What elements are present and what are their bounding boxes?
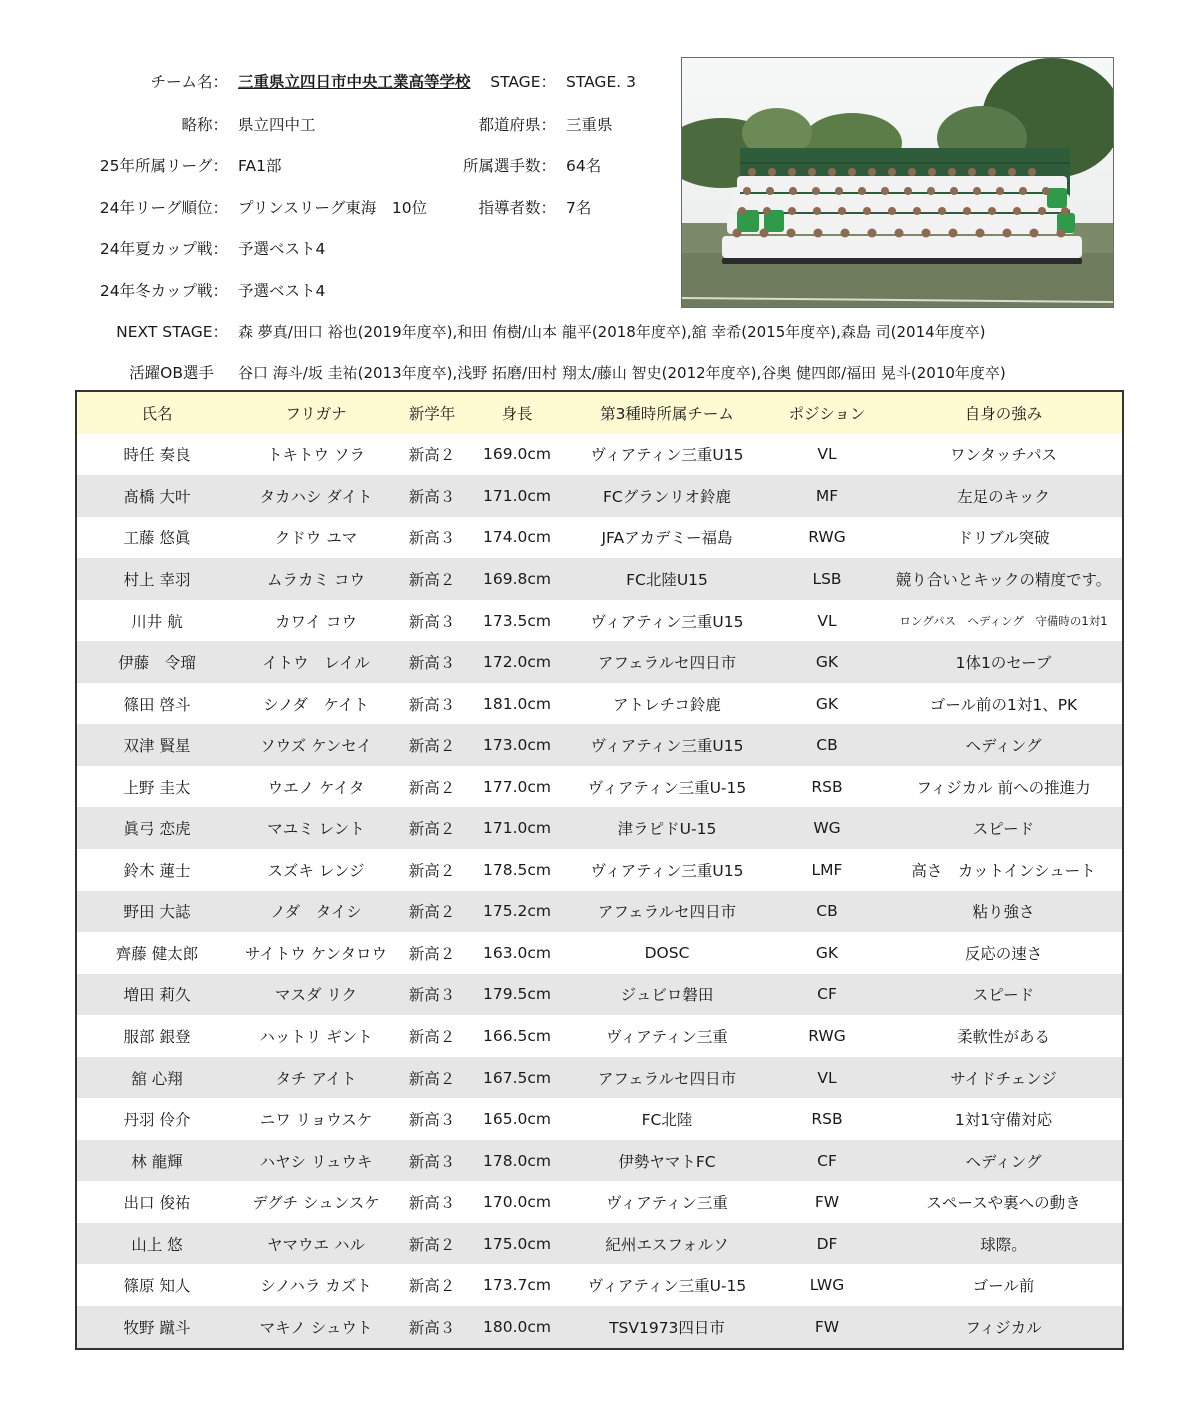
cell-furigana: サイトウ ケンタロウ: [245, 944, 387, 963]
cell-name: 村上 幸羽: [123, 570, 191, 589]
cell-name: 鈴木 蓮士: [123, 861, 191, 880]
cell-strength: 競り合いとキックの精度です。: [895, 570, 1112, 589]
cell-prev-team: 津ラピドU-15: [617, 820, 717, 839]
rank-value: プリンスリーグ東海 10位: [238, 199, 428, 217]
cell-grade: 新高３: [408, 487, 456, 506]
summer-cup-value: 予選ベスト4: [238, 240, 326, 258]
cell-position: CF: [817, 985, 837, 1004]
cell-strength: 高さ カットインシュート: [911, 861, 1096, 880]
cell-prev-team: ヴィアティン三重: [606, 1194, 728, 1213]
cell-prev-team: FC北陸: [641, 1111, 693, 1130]
cell-height: 174.0cm: [483, 528, 551, 547]
cell-position: DF: [816, 1234, 838, 1253]
cell-strength: ヘディング: [965, 737, 1042, 756]
cell-position: VL: [817, 1068, 837, 1087]
cell-name: 川井 航: [131, 612, 183, 631]
cell-prev-team: ヴィアティン三重U15: [590, 737, 744, 756]
cell-height: 173.0cm: [483, 736, 551, 755]
cell-name: 齊藤 健太郎: [115, 944, 199, 963]
players-label: 所属選手数：: [462, 157, 556, 175]
cell-strength: ドリブル突破: [957, 529, 1050, 548]
table-row: [77, 558, 1122, 600]
cell-strength: 粘り強さ: [972, 903, 1035, 922]
info-next-row: [0, 320, 228, 344]
cell-grade: 新高３: [408, 612, 456, 631]
cell-position: GK: [815, 943, 839, 962]
cell-furigana: ニワ リョウスケ: [259, 1111, 373, 1130]
cell-strength: 柔軟性がある: [956, 1027, 1050, 1046]
roster-body: [77, 434, 1122, 1348]
cell-strength: フィジカル: [965, 1318, 1042, 1337]
cell-strength: ゴール前の1対1、PK: [929, 695, 1078, 714]
cell-name: 双津 賢星: [123, 737, 191, 756]
cell-position: VL: [817, 611, 837, 630]
cell-prev-team: ヴィアティン三重U-15: [587, 1277, 747, 1296]
next-stage-label: NEXT STAGE：: [116, 323, 228, 341]
cell-prev-team: アフェラルセ四日市: [597, 654, 737, 673]
cell-position: LSB: [812, 569, 842, 588]
cell-grade: 新高３: [408, 1111, 456, 1130]
column-header-position: ポジション: [788, 404, 866, 423]
cell-furigana: ハットリ ギント: [259, 1027, 373, 1046]
column-header-height: 身長: [501, 404, 533, 423]
cell-grade: 新高２: [408, 903, 456, 922]
table-row: [77, 1306, 1122, 1348]
cell-strength: 左足のキック: [957, 487, 1050, 506]
cell-position: CF: [817, 1151, 837, 1170]
cell-strength: 1対1守備対応: [954, 1111, 1053, 1130]
cell-position: LMF: [811, 860, 843, 879]
cell-height: 167.5cm: [483, 1068, 551, 1087]
info-coaches-row: [0, 196, 556, 220]
table-row: [77, 849, 1122, 891]
cell-furigana: ムラカミ コウ: [267, 570, 365, 589]
cell-position: RSB: [811, 1110, 843, 1129]
info-pref-row: [0, 113, 556, 137]
cell-grade: 新高３: [408, 1152, 456, 1171]
cell-height: 163.0cm: [483, 943, 551, 962]
cell-prev-team: ヴィアティン三重: [606, 1027, 728, 1046]
cell-strength: スピード: [972, 986, 1035, 1005]
cell-prev-team: ヴィアティン三重U-15: [587, 778, 747, 797]
cell-furigana: クドウ ユマ: [274, 529, 358, 548]
league-value: FA1部: [238, 157, 282, 175]
cell-strength: スペースや裏への動き: [926, 1194, 1081, 1213]
cell-position: FW: [814, 1317, 840, 1336]
cell-position: GK: [815, 694, 839, 713]
cell-strength: スピード: [972, 820, 1035, 839]
cell-furigana: ハヤシ リュウキ: [259, 1152, 373, 1171]
table-row: [77, 807, 1122, 849]
cell-name: 時任 奏良: [123, 446, 191, 465]
cell-prev-team: 紀州エスフォルソ: [605, 1235, 729, 1254]
cell-height: 166.5cm: [483, 1026, 551, 1045]
coaches-label: 指導者数：: [478, 199, 556, 217]
table-row: [77, 724, 1122, 766]
cell-strength: ヘディング: [965, 1152, 1042, 1171]
players-value: 64名: [566, 157, 602, 175]
table-row: [77, 891, 1122, 933]
info-winter-row: [0, 279, 228, 303]
table-row: [77, 1098, 1122, 1140]
team-name-value: 三重県立四日市中央工業高等学校: [238, 73, 471, 91]
table-row: [77, 475, 1122, 517]
cell-grade: 新高３: [408, 986, 456, 1005]
cell-furigana: デグチ シュンスケ: [252, 1194, 380, 1213]
cell-prev-team: JFAアカデミー福島: [601, 529, 733, 548]
cell-name: 服部 銀登: [123, 1027, 191, 1046]
winter-cup-value: 予選ベスト4: [238, 282, 326, 300]
cell-position: WG: [813, 819, 841, 838]
cell-height: 175.2cm: [483, 902, 551, 921]
cell-grade: 新高３: [408, 695, 456, 714]
cell-position: LWG: [809, 1276, 845, 1295]
cell-furigana: スズキ レンジ: [267, 861, 365, 880]
next-stage-value: 森 夢真/田口 裕也(2019年度卒),和田 侑樹/山本 龍平(2018年度卒),舘 幸希(2015年度卒),森島 司(2014年度卒): [238, 323, 986, 341]
cell-strength: ロングパス ヘディング 守備時の1対1: [899, 613, 1108, 628]
table-row: [77, 1181, 1122, 1223]
cell-grade: 新高２: [408, 737, 456, 756]
cell-position: VL: [817, 445, 837, 464]
cell-strength: ゴール前: [972, 1277, 1035, 1296]
table-row: [77, 641, 1122, 683]
cell-grade: 新高２: [408, 861, 456, 880]
cell-height: 181.0cm: [483, 694, 551, 713]
table-row: [77, 1015, 1122, 1057]
cell-furigana: タチ アイト: [275, 1069, 357, 1088]
cell-prev-team: 伊勢ヤマトFC: [618, 1152, 716, 1171]
cell-prev-team: ヴィアティン三重U15: [590, 612, 744, 631]
cell-furigana: マユミ レント: [267, 820, 365, 839]
cell-furigana: シノダ ケイト: [263, 695, 369, 714]
cell-position: RWG: [808, 1026, 846, 1045]
cell-grade: 新高３: [408, 529, 456, 548]
stage-value: STAGE. 3: [566, 73, 636, 91]
pref-label: 都道府県：: [478, 116, 556, 134]
cell-prev-team: ヴィアティン三重U15: [590, 446, 744, 465]
cell-height: 175.0cm: [483, 1234, 551, 1253]
cell-name: 野田 大誌: [123, 903, 191, 922]
cell-grade: 新高２: [408, 1027, 456, 1046]
cell-position: GK: [815, 653, 839, 672]
cell-furigana: ノダ タイシ: [270, 903, 362, 922]
cell-prev-team: TSV1973四日市: [609, 1318, 725, 1337]
cell-prev-team: FC北陸U15: [626, 570, 708, 589]
cell-prev-team: アフェラルセ四日市: [597, 1069, 737, 1088]
abbr-label: 略称：: [181, 116, 228, 134]
info-ob-row: [0, 361, 214, 385]
ob-players-label: 活躍OB選手: [129, 364, 214, 382]
cell-name: 出口 俊祐: [123, 1194, 191, 1213]
cell-grade: 新高３: [408, 1194, 456, 1213]
cell-height: 173.7cm: [483, 1276, 551, 1295]
cell-prev-team: ジュビロ磐田: [620, 986, 714, 1005]
column-header-furigana: フリガナ: [285, 404, 347, 423]
cell-furigana: イトウ レイル: [262, 654, 370, 673]
table-row: [77, 1223, 1122, 1265]
roster-table: [75, 390, 1124, 1350]
cell-height: 170.0cm: [483, 1193, 551, 1212]
cell-height: 172.0cm: [483, 653, 551, 672]
roster-header-row: [77, 392, 1122, 434]
table-row: [77, 1057, 1122, 1099]
cell-strength: フィジカル 前への推進力: [916, 778, 1091, 797]
cell-position: MF: [815, 486, 839, 505]
summer-cup-label: 24年夏カップ戦：: [99, 240, 228, 258]
cell-prev-team: ヴィアティン三重U15: [590, 861, 744, 880]
cell-name: 伊藤 令瑠: [118, 654, 196, 673]
table-row: [77, 1140, 1122, 1182]
cell-name: 牧野 蹴斗: [123, 1318, 191, 1337]
cell-furigana: カワイ コウ: [275, 612, 357, 631]
cell-height: 173.5cm: [483, 611, 551, 630]
cell-furigana: ウエノ ケイタ: [267, 778, 365, 797]
cell-name: 増田 莉久: [123, 986, 191, 1005]
cell-height: 171.0cm: [483, 486, 551, 505]
column-header-strength: 自身の強み: [964, 404, 1043, 423]
cell-position: FW: [814, 1193, 840, 1212]
league-label: 25年所属リーグ：: [99, 157, 228, 175]
column-header-name: 氏名: [141, 404, 173, 423]
ob-players-value: 谷口 海斗/坂 圭祐(2013年度卒),浅野 拓磨/田村 翔太/藤山 智史(2012年度卒),谷奥 健四郎/福田 晃斗(2010年度卒): [238, 364, 1006, 382]
table-row: [77, 683, 1122, 725]
cell-furigana: トキトウ ソラ: [267, 446, 365, 465]
cell-height: 177.0cm: [483, 777, 551, 796]
cell-grade: 新高２: [408, 446, 456, 465]
cell-name: 篠原 知人: [123, 1277, 191, 1296]
cell-name: 髙橋 大叶: [123, 487, 191, 506]
cell-prev-team: FCグランリオ鈴鹿: [602, 487, 732, 506]
pref-value: 三重県: [566, 116, 613, 134]
cell-furigana: タカハシ ダイト: [259, 487, 373, 506]
team-photo: [681, 57, 1114, 308]
table-row: [77, 517, 1122, 559]
cell-grade: 新高２: [408, 570, 456, 589]
cell-strength: サイドチェンジ: [950, 1069, 1057, 1088]
info-summer-row: [0, 237, 228, 261]
cell-name: 眞弓 恋虎: [123, 820, 191, 839]
info-stage-row: [0, 70, 556, 94]
cell-name: 丹羽 伶介: [123, 1111, 191, 1130]
cell-grade: 新高２: [408, 1069, 456, 1088]
team-name-label: チーム名：: [150, 73, 228, 91]
cell-name: 上野 圭太: [123, 778, 191, 797]
cell-position: CB: [816, 902, 838, 921]
cell-height: 165.0cm: [483, 1110, 551, 1129]
cell-grade: 新高２: [408, 944, 456, 963]
cell-prev-team: アフェラルセ四日市: [597, 903, 737, 922]
cell-name: 山上 悠: [131, 1235, 183, 1254]
abbr-value: 県立四中工: [238, 116, 316, 134]
stage-label: STAGE：: [490, 73, 556, 91]
info-players-row: [0, 154, 556, 178]
cell-height: 180.0cm: [483, 1317, 551, 1336]
cell-position: CB: [816, 736, 838, 755]
cell-name: 舘 心翔: [131, 1069, 183, 1088]
table-row: [77, 974, 1122, 1016]
cell-height: 179.5cm: [483, 985, 551, 1004]
cell-height: 178.0cm: [483, 1151, 551, 1170]
cell-name: 工藤 悠眞: [123, 529, 191, 548]
winter-cup-label: 24年冬カップ戦：: [99, 282, 228, 300]
cell-position: RWG: [808, 528, 846, 547]
table-row: [77, 600, 1122, 642]
cell-prev-team: DOSC: [644, 943, 690, 962]
cell-strength: 1体1のセーブ: [955, 654, 1052, 673]
column-header-prev-team: 第3種時所属チーム: [600, 404, 734, 423]
cell-grade: 新高２: [408, 1277, 456, 1296]
cell-furigana: マスダ リク: [274, 986, 358, 1005]
cell-strength: ワンタッチパス: [950, 446, 1057, 465]
table-row: [77, 1264, 1122, 1306]
team-photo-illustration: [682, 58, 1113, 307]
cell-grade: 新高２: [408, 778, 456, 797]
cell-grade: 新高２: [408, 820, 456, 839]
cell-height: 171.0cm: [483, 819, 551, 838]
cell-strength: 球際。: [980, 1235, 1027, 1254]
cell-height: 169.0cm: [483, 445, 551, 464]
cell-furigana: ソウズ ケンセイ: [260, 737, 372, 756]
cell-grade: 新高３: [408, 654, 456, 673]
cell-furigana: ヤマウエ ハル: [267, 1235, 365, 1254]
coaches-value: 7名: [566, 199, 592, 217]
cell-name: 林 龍輝: [131, 1152, 183, 1171]
cell-height: 169.8cm: [483, 569, 551, 588]
cell-grade: 新高２: [408, 1235, 456, 1254]
rank-label: 24年リーグ順位：: [99, 199, 228, 217]
cell-furigana: マキノ シュウト: [259, 1318, 373, 1337]
table-row: [77, 932, 1122, 974]
cell-prev-team: アトレチコ鈴鹿: [613, 695, 721, 714]
column-header-grade: 新学年: [408, 404, 456, 423]
cell-position: RSB: [811, 777, 843, 796]
cell-strength: 反応の速さ: [964, 944, 1043, 963]
table-row: [77, 766, 1122, 808]
cell-height: 178.5cm: [483, 860, 551, 879]
cell-name: 篠田 啓斗: [123, 695, 191, 714]
table-row: [77, 434, 1122, 476]
cell-grade: 新高３: [408, 1318, 456, 1337]
cell-furigana: シノハラ カズト: [260, 1277, 372, 1296]
